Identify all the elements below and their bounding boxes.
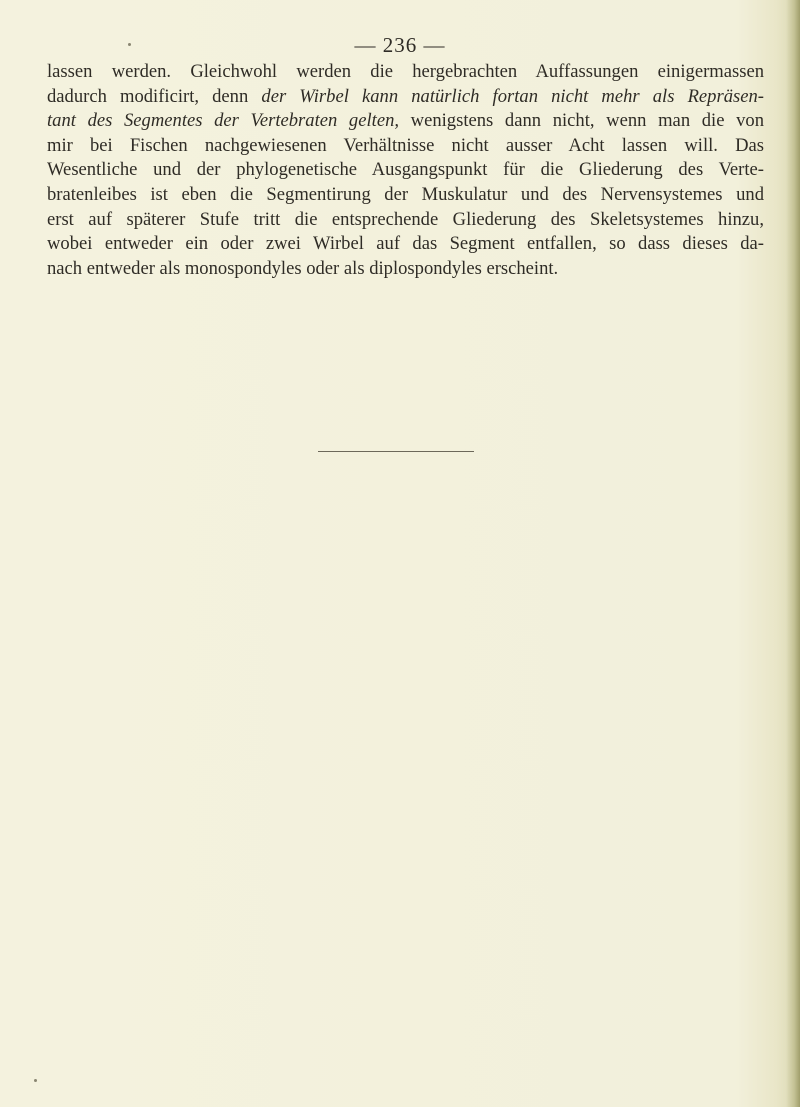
section-divider-rule xyxy=(318,451,474,452)
text-line-9: nach entweder als monospondyles oder als diplospondyles erscheint. xyxy=(47,257,559,279)
text-line-2 xyxy=(47,85,764,110)
text-line-3 xyxy=(47,109,764,134)
text-line-3-roman: wenigstens dann nicht, wenn man die von xyxy=(399,110,764,132)
text-line-5: Wesentliche und der phylogenetische Ausgangspunkt für die Gliederung des Verte- xyxy=(47,159,764,181)
paper-speck xyxy=(34,1079,37,1082)
text-line-8: wobei entweder ein oder zwei Wirbel auf das Segment entfallen, so dass dieses da- xyxy=(47,233,764,255)
text-line-3-italic: tant des Segmentes der Vertebraten gelten, xyxy=(47,110,400,132)
text-line-7: erst auf späterer Stufe tritt die entsprechende Gliederung des Skeletsystemes hinzu, xyxy=(47,208,764,230)
paper-speck xyxy=(128,43,131,46)
body-paragraph xyxy=(47,60,764,281)
text-line-2-roman: dadurch modificirt, denn xyxy=(47,85,262,107)
text-line-4: mir bei Fischen nachgewiesenen Verhältnisse nicht ausser Acht lassen will. Das xyxy=(47,134,764,156)
text-line-1: lassen werden. Gleichwohl werden die hergebrachten Auffassungen einigermassen xyxy=(47,61,764,82)
page-edge-shadow xyxy=(786,0,800,1107)
text-line-2-italic: der Wirbel kann natürlich fortan nicht mehr als Repräsen- xyxy=(261,85,764,107)
text-line-6: bratenleibes ist eben die Segmentirung der Muskulatur und des Nervensystemes und xyxy=(47,183,764,205)
page-number: — 236 — xyxy=(354,33,446,57)
